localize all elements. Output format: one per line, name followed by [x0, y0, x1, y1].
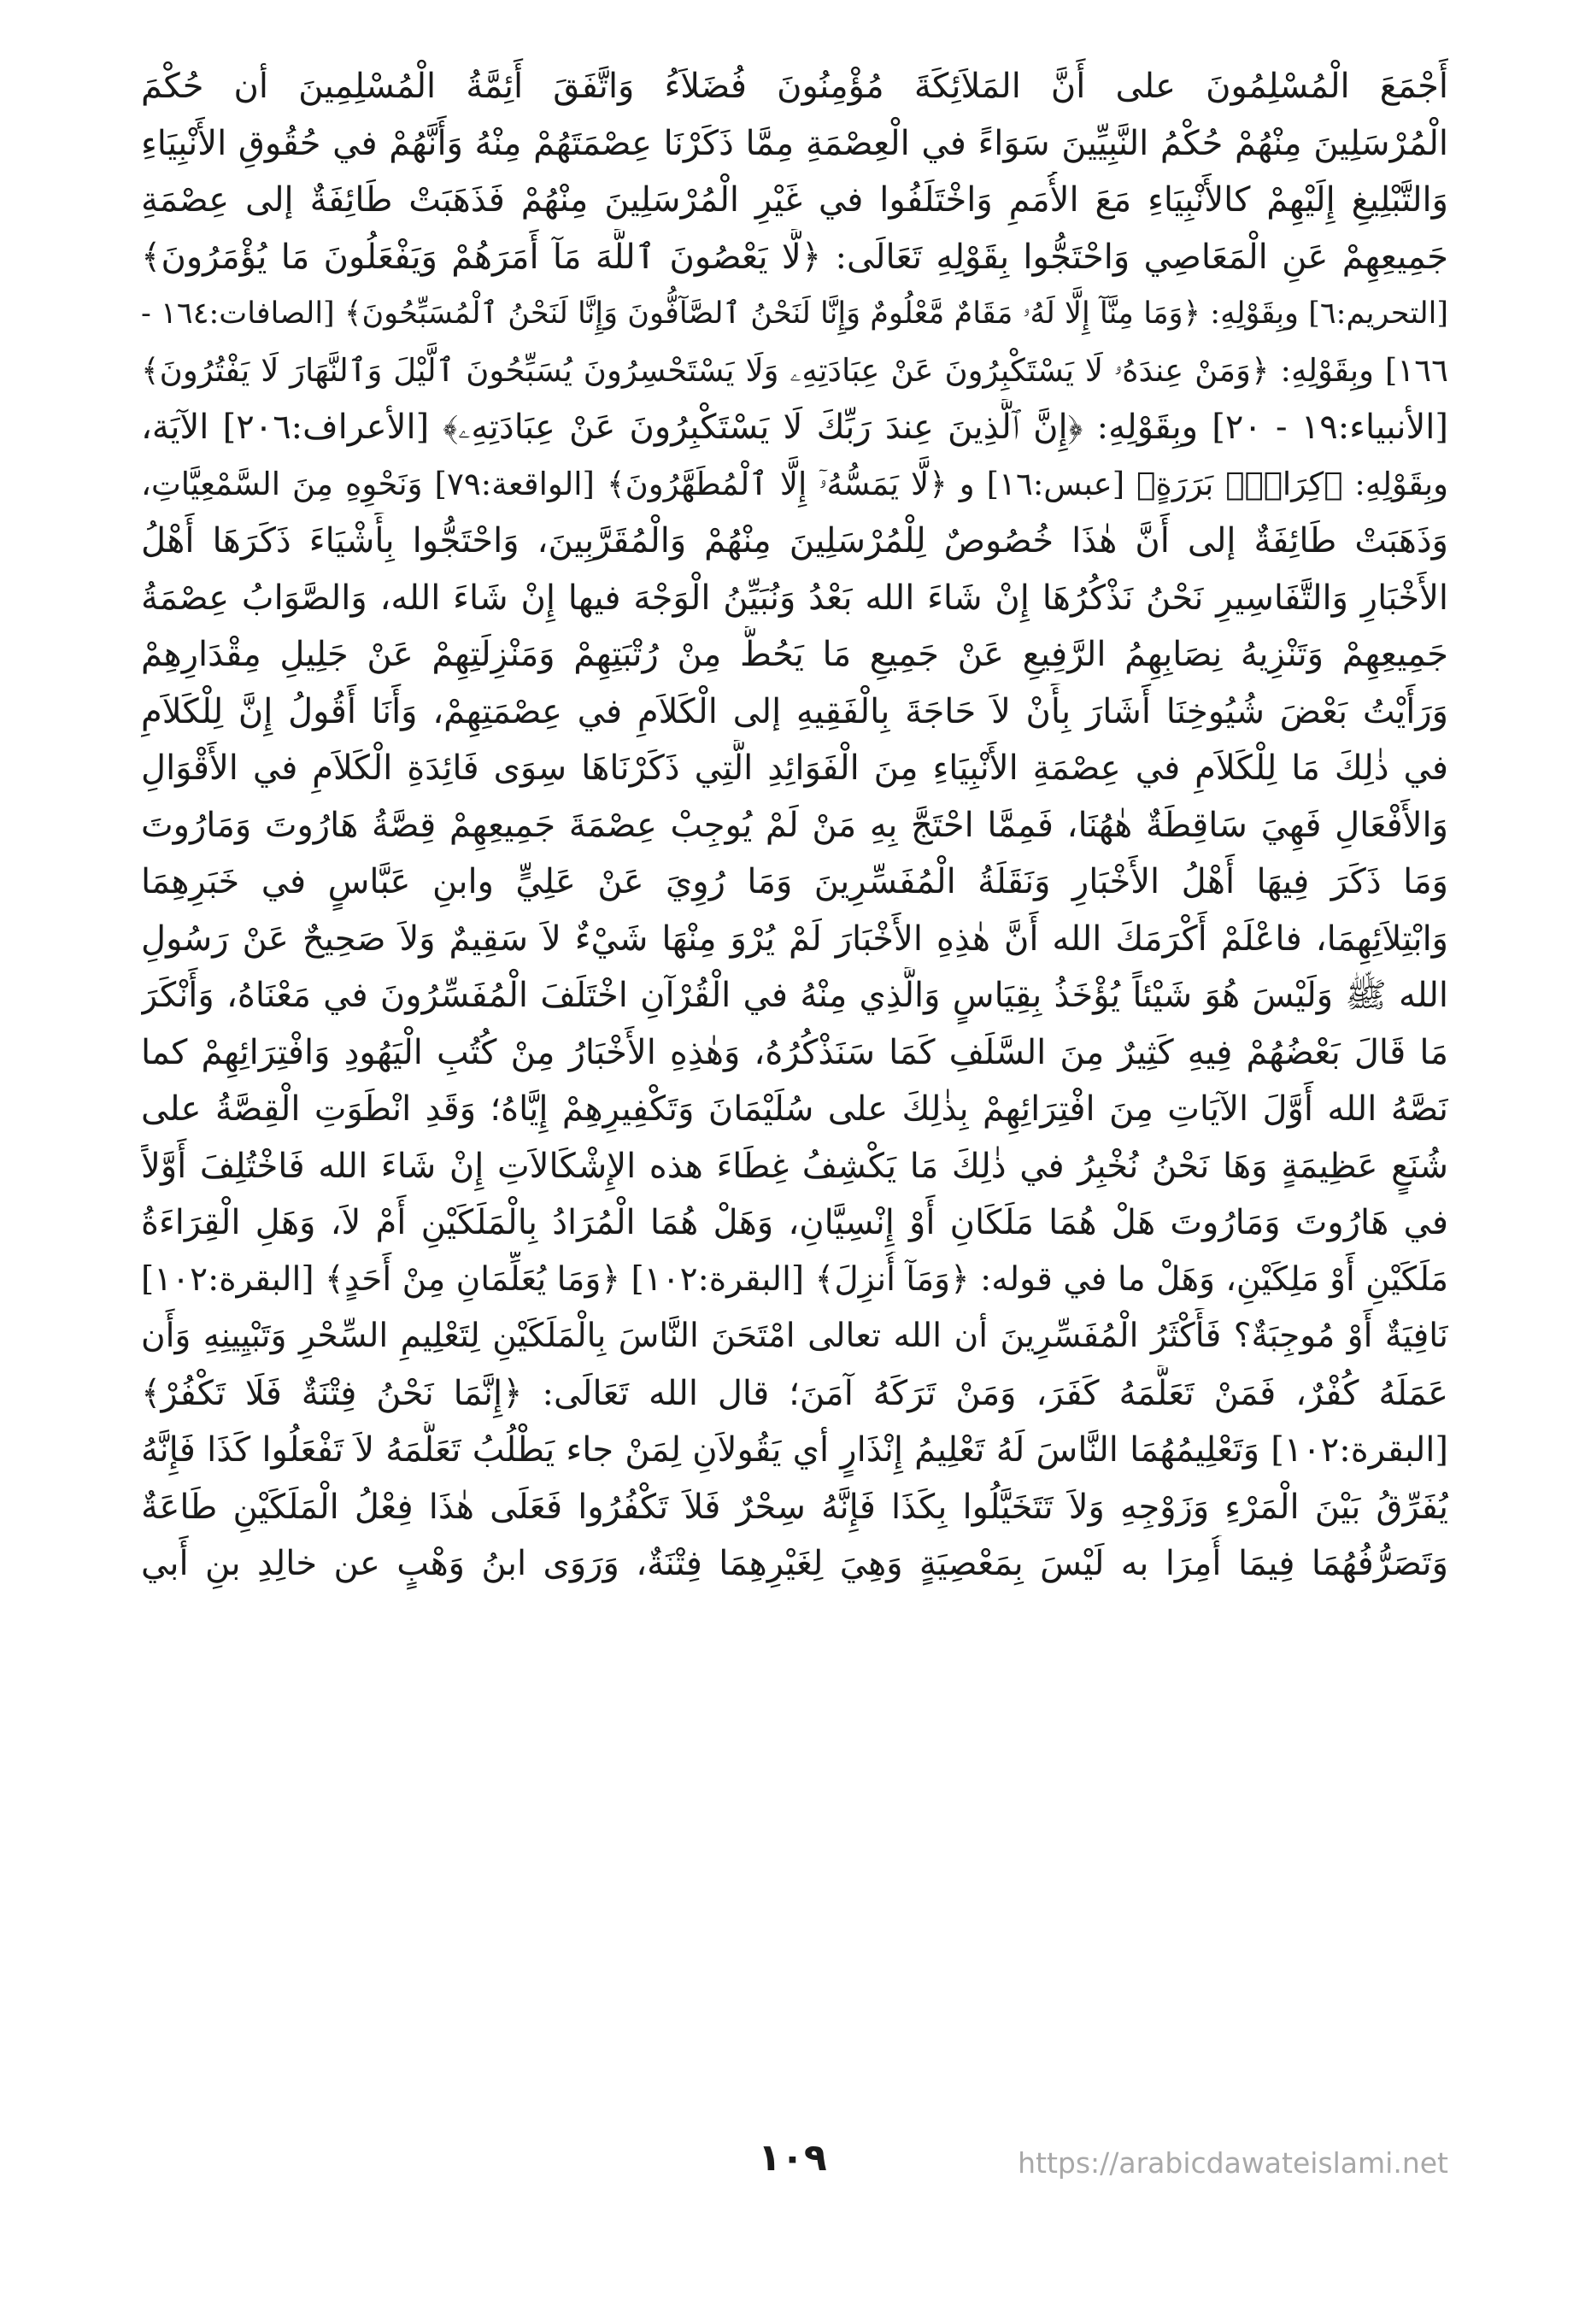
text-line: مَا قَالَ بَعْضُهُمْ فِيهِ كَثِيرٌ مِنَ السَّلَفِ كَمَا سَنَذْكُرُهُ، وَهٰذِهِ الأَخْبَارُ مِنْ كُتُبِ الْيَهُودِ وَافْتِرَائِهِمْ كما — [141, 1032, 1448, 1072]
text-line: [البقرة:١٠٢] وَتَعْلِيمُهُمَا النَّاسَ لَهُ تَعْلِيمُ إِنْذَارٍ أي يَقُولاَنِ لِمَنْ جاء يَطْلُبُ تَعَلُّمَهُ لاَ تَفْعَلُوا كَذَا فَإِنَّهُ — [141, 1430, 1448, 1470]
text-line: وبِقَوْلِهِ: ﴿كِرَامٍۭ بَرَرَةٍ﴾ [عبس:١٦] و ﴿لَّا يَمَسُّهُۥٓ إِلَّا ٱلْمُطَهَّرُونَ﴾ [الواقعة:٧٩] وَنَحْوِهِ مِنَ السَّمْعِيَّاتِ، — [141, 465, 1448, 502]
text-line: جَمِيعِهِمْ عَنِ الْمَعَاصِي وَاحْتَجُّوا بِقَوْلِهِ تَعَالَى: ﴿لَّا يَعْصُونَ ٱللَّهَ مَآ أَمَرَهُمْ وَيَفْعَلُونَ مَا يُؤْمَرُونَ﴾ — [141, 237, 1448, 277]
watermark-url: https://arabicdawateislami.net — [1018, 2146, 1448, 2180]
text-line: نَافِيَةٌ أَوْ مُوجِبَةٌ؟ فَأَكْثَرُ الْمُفَسِّرِينَ أن الله تعالى امْتَحَنَ النَّاسَ بِالْمَلَكَيْنِ لِتَعْلِيمِ السِّحْرِ وَتَبْيِينِهِ وَأَن — [141, 1317, 1448, 1355]
text-line: في هَارُوتَ وَمَارُوتَ هَلْ هُمَا مَلَكَانِ أَوْ إِنْسِيَّانِ، وَهَلْ هُمَا الْمُرَادُ بِالْمَلَكَيْنِ أَمْ لاَ، وَهَلِ الْقِرَاءَةُ — [141, 1203, 1448, 1242]
text-line: وَذَهَبَتْ طَائِفَةٌ إلى أَنَّ هٰذَا خُصُوصٌ لِلْمُرْسَلِينَ مِنْهُمْ وَالْمُقَرَّبِينَ، وَاحْتَجُّوا بِأَشْيَاءَ ذَكَرَهَا أَهْلُ — [141, 521, 1448, 560]
text-line: أَجْمَعَ الْمُسْلِمُونَ على أَنَّ المَلاَئِكَةَ مُؤْمِنُونَ فُضَلاَءُ وَاتَّفَقَ أَئِمَّةُ الْمُسْلِمِينَ أن حُكْمَ — [141, 67, 1448, 106]
text-line: جَمِيعِهِمْ وَتَنْزِيهُ نِصَابِهِمُ الرَّفِيعِ عَنْ جَمِيعِ مَا يَحُطُّ مِنْ رُتْبَتِهِمْ وَمَنْزِلَتِهِمْ عَنْ جَلِيلِ مِقْدَارِهِمْ — [141, 635, 1448, 674]
text-line: شُنَعٍ عَظِيمَةٍ وَهَا نَحْنُ نُخْبِرُ في ذٰلِكَ مَا يَكْشِفُ غِطَاءَ هذه الإِشْكَالاَتِ إِنْ شَاءَ الله فَاخْتُلِفَ أَوَّلاً — [141, 1146, 1448, 1186]
text-line: عَمَلَهُ كُفْرٌ، فَمَنْ تَعَلَّمَهُ كَفَرَ، وَمَنْ تَرَكَهُ آمَنَ؛ قال الله تَعَالَى: ﴿إِنَّمَا نَحْنُ فِتْنَةٌ فَلَا تَكْفُرْ﴾ — [141, 1373, 1448, 1413]
page-footer — [0, 2136, 1585, 2204]
body-text — [141, 58, 1448, 1593]
text-line: الْمُرْسَلِينَ مِنْهُمْ حُكْمُ النَّبِيِّينَ سَوَاءً في الْعِصْمَةِ مِمَّا ذَكَرْنَا عِصْمَتَهُمْ مِنْهُ وَأَنَّهُمْ في حُقُوقِ الأَنْبِيَاءِ — [141, 123, 1448, 163]
text-line: وَمَا ذَكَرَ فِيهَا أَهْلُ الأَخْبَارِ وَنَقَلَةُ الْمُفَسِّرِينَ وَمَا رُوِيَ عَنْ عَلِيٍّ وابنِ عَبَّاسٍ في خَبَرِهِمَا — [141, 862, 1448, 901]
text-line: وَالأَفْعَالِ فَهِيَ سَاقِطَةٌ هٰهُنَا، فَمِمَّا احْتَجَّ بِهِ مَنْ لَمْ يُوجِبْ عِصْمَةَ جَمِيعِهِمْ قِصَّةُ هَارُوتَ وَمَارُوتَ — [141, 805, 1448, 845]
text-line: وَالتَّبْلِيغِ إِلَيْهِمْ كالأَنْبِيَاءِ مَعَ الأُمَمِ وَاخْتَلَفُوا في غَيْرِ الْمُرْسَلِينَ مِنْهُمْ فَذَهَبَتْ طَائِفَةٌ إلى عِصْمَةِ — [141, 180, 1448, 220]
page-number: ١٠٩ — [758, 2136, 827, 2180]
text-line: الأَخْبَارِ وَالتَّفَاسِيرِ نَحْنُ نَذْكُرُهَا إِنْ شَاءَ الله بَعْدُ وَنُبَيِّنُ الْوَجْهَ فيها إِنْ شَاءَ الله، وَالصَّوَابُ عِصْمَةُ — [141, 578, 1448, 618]
text-line: الله ﷺ وَلَيْسَ هُوَ شَيْئاً يُؤْخَذُ بِقِيَاسٍ وَالَّذِي مِنْهُ في الْقُرْآنِ اخْتَلَفَ الْمُفَسِّرُونَ في مَعْنَاهُ، وَأَنْكَرَ — [141, 976, 1448, 1015]
text-line: [الأنبياء:١٩ - ٢٠] وبِقَوْلِهِ: ﴿إِنَّ ٱلَّذِينَ عِندَ رَبِّكَ لَا يَسْتَكْبِرُونَ عَنْ عِبَادَتِهِۦ﴾ [الأعراف:٢٠٦] الآيَة، — [141, 408, 1448, 447]
text-line: وَرَأَيْتُ بَعْضَ شُيُوخِنَا أَشَارَ بِأَنْ لاَ حَاجَةَ بِالْفَقِيهِ إلى الْكَلاَمِ في عِصْمَتِهِمْ، وَأَنَا أَقُولُ إِنَّ لِلْكَلاَمِ — [141, 691, 1448, 731]
text-line: مَلَكَيْنِ أَوْ مَلِكَيْنِ، وَهَلْ ما في قوله: ﴿وَمَآ أُنزِلَ﴾ [البقرة:١٠٢] ﴿وَمَا يُعَلِّمَانِ مِنْ أَحَدٍ﴾ [البقرة:١٠٢] — [141, 1259, 1448, 1299]
text-line: وَابْتِلاَئِهِمَا، فاعْلَمْ أَكْرَمَكَ الله أَنَّ هٰذِهِ الأَخْبَارَ لَمْ يُرْوَ مِنْهَا شَيْءٌ لاَ سَقِيمٌ وَلاَ صَحِيحٌ عَنْ رَسُولِ — [141, 918, 1448, 959]
text-line: يُفَرِّقُ بَيْنَ الْمَرْءِ وَزَوْجِهِ وَلاَ تَتَخَيَّلُوا بِكَذَا فَإِنَّهُ سِحْرٌ فَلاَ تَكْفُرُوا فَعَلَى هٰذَا فِعْلُ الْمَلَكَيْنِ طَاعَةٌ — [141, 1487, 1448, 1527]
text-line: [التحريم:٦] وبِقَوْلِهِ: ﴿وَمَا مِنَّآ إِلَّا لَهُۥ مَقَامٌ مَّعْلُومٌ وَإِنَّا لَنَحْنُ ٱلصَّآفُّونَ وَإِنَّا لَنَحْنُ ٱلْمُسَبِّحُونَ﴾ [الصافات:١٦٤ - — [141, 296, 1448, 331]
text-line: وَتَصَرُّفُهُمَا فِيمَا أُمِرَا به لَيْسَ بِمَعْصِيَةٍ وَهِيَ لِغَيْرِهِمَا فِتْنَةٌ، وَرَوَى ابنُ وَهْبٍ عن خالِدِ بنِ أَبي — [141, 1544, 1448, 1583]
text-line: نَصَّهُ الله أَوَّلَ الآيَاتِ مِنَ افْتِرَائِهِمْ بِذٰلِكَ على سُلَيْمَانَ وَتَكْفِيرِهِمْ إِيَّاهُ؛ وَقَدِ انْطَوَتِ الْقِصَّةُ على — [141, 1089, 1448, 1129]
text-line: ١٦٦] وبِقَوْلِهِ: ﴿وَمَنْ عِندَهُۥ لَا يَسْتَكْبِرُونَ عَنْ عِبَادَتِهِۦ وَلَا يَسْتَحْسِرُونَ يُسَبِّحُونَ ٱلَّيْلَ وَٱلنَّهَارَ لَا يَفْتُرُونَ﴾ — [141, 351, 1448, 389]
text-line: في ذٰلِكَ مَا لِلْكَلاَمِ في عِصْمَةِ الأَنْبِيَاءِ مِنَ الْفَوَائِدِ الَّتِي ذَكَرْنَاهَا سِوَى فَائِدَةِ الْكَلاَمِ في الأَقْوَالِ — [141, 748, 1448, 788]
